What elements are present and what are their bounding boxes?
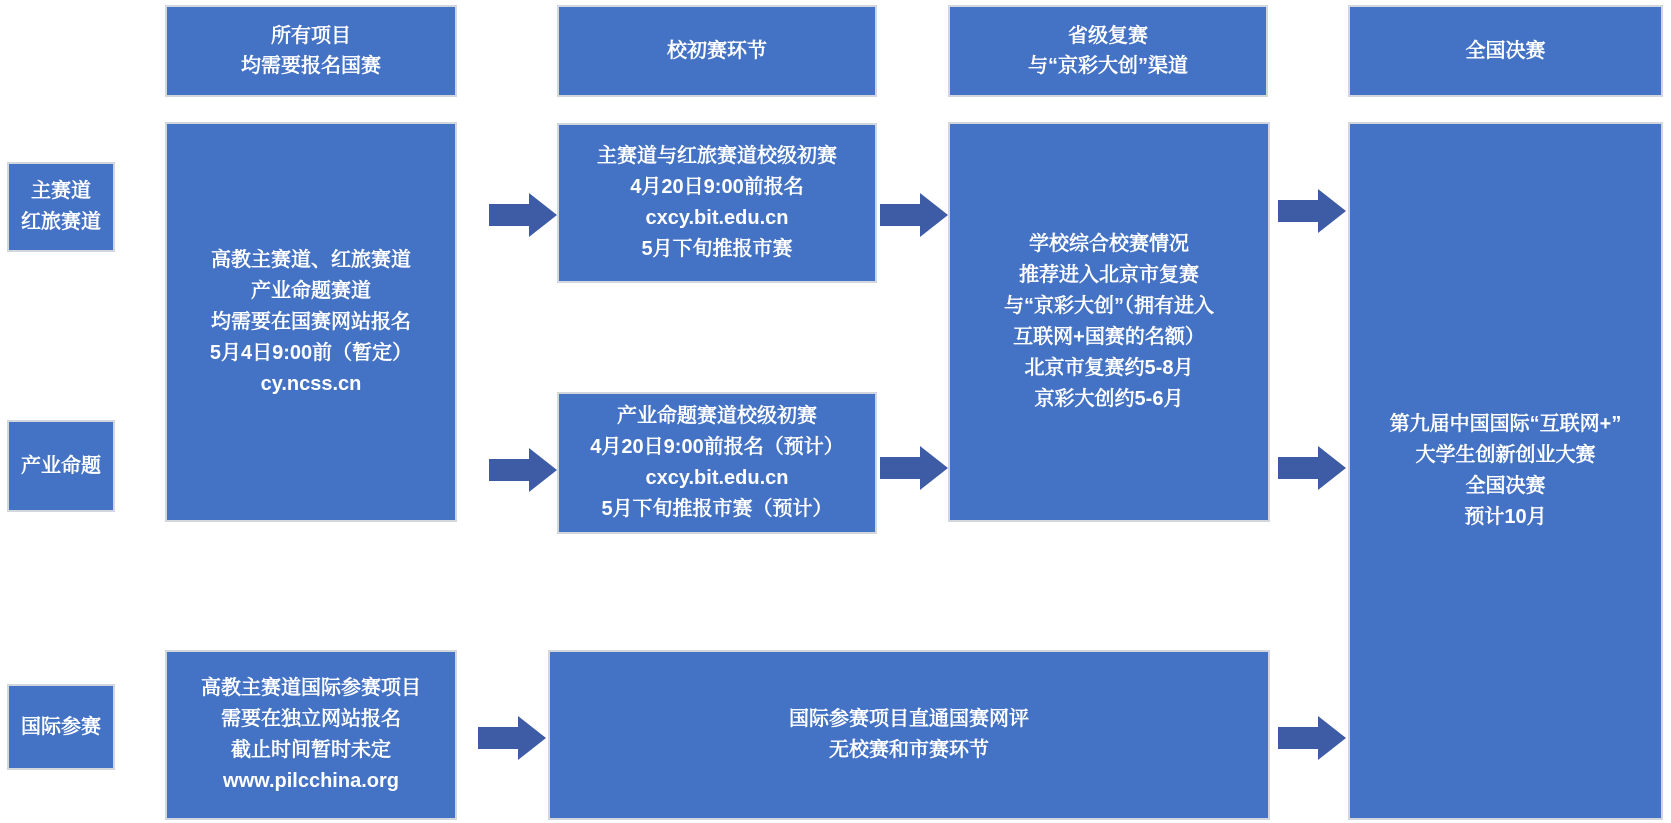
- right-arrow-icon: [489, 191, 557, 239]
- right-arrow-icon: [1278, 444, 1346, 492]
- content-box-international-direct: 国际参赛项目直通国赛网评 无校赛和市赛环节: [548, 650, 1270, 820]
- content-box-national-final: 第九届中国国际“互联网+” 大学生创新创业大赛 全国决赛 预计10月: [1348, 122, 1663, 820]
- content-box-school-industry: 产业命题赛道校级初赛 4月20日9:00前报名（预计） cxcy.bit.edu.cn 5月下旬推报市赛（预计）: [557, 392, 877, 534]
- row-label-industry-track: 产业命题: [7, 420, 115, 512]
- right-arrow-icon: [489, 446, 557, 494]
- row-label-international-track: 国际参赛: [7, 684, 115, 770]
- right-arrow-icon: [1278, 187, 1346, 235]
- header-school-round: 校初赛环节: [557, 5, 877, 97]
- content-box-national-signup: 高教主赛道、红旅赛道 产业命题赛道 均需要在国赛网站报名 5月4日9:00前（暂定） cy.ncss.cn: [165, 122, 457, 522]
- right-arrow-icon: [880, 191, 948, 239]
- header-provincial-round: 省级复赛 与“京彩大创”渠道: [948, 5, 1268, 97]
- header-all-projects: 所有项目 均需要报名国赛: [165, 5, 457, 97]
- right-arrow-icon: [478, 714, 546, 762]
- row-label-main-red-track: 主赛道 红旅赛道: [7, 162, 115, 252]
- content-box-provincial: 学校综合校赛情况 推荐进入北京市复赛 与“京彩大创”（拥有进入 互联网+国赛的名额） 北京市复赛约5-8月 京彩大创约5-6月: [948, 122, 1270, 522]
- content-box-school-main-red: 主赛道与红旅赛道校级初赛 4月20日9:00前报名 cxcy.bit.edu.cn 5月下旬推报市赛: [557, 123, 877, 283]
- header-national-final: 全国决赛: [1348, 5, 1663, 97]
- content-box-international-signup: 高教主赛道国际参赛项目 需要在独立网站报名 截止时间暂时未定 www.pilcchina.org: [165, 650, 457, 820]
- right-arrow-icon: [880, 444, 948, 492]
- right-arrow-icon: [1278, 714, 1346, 762]
